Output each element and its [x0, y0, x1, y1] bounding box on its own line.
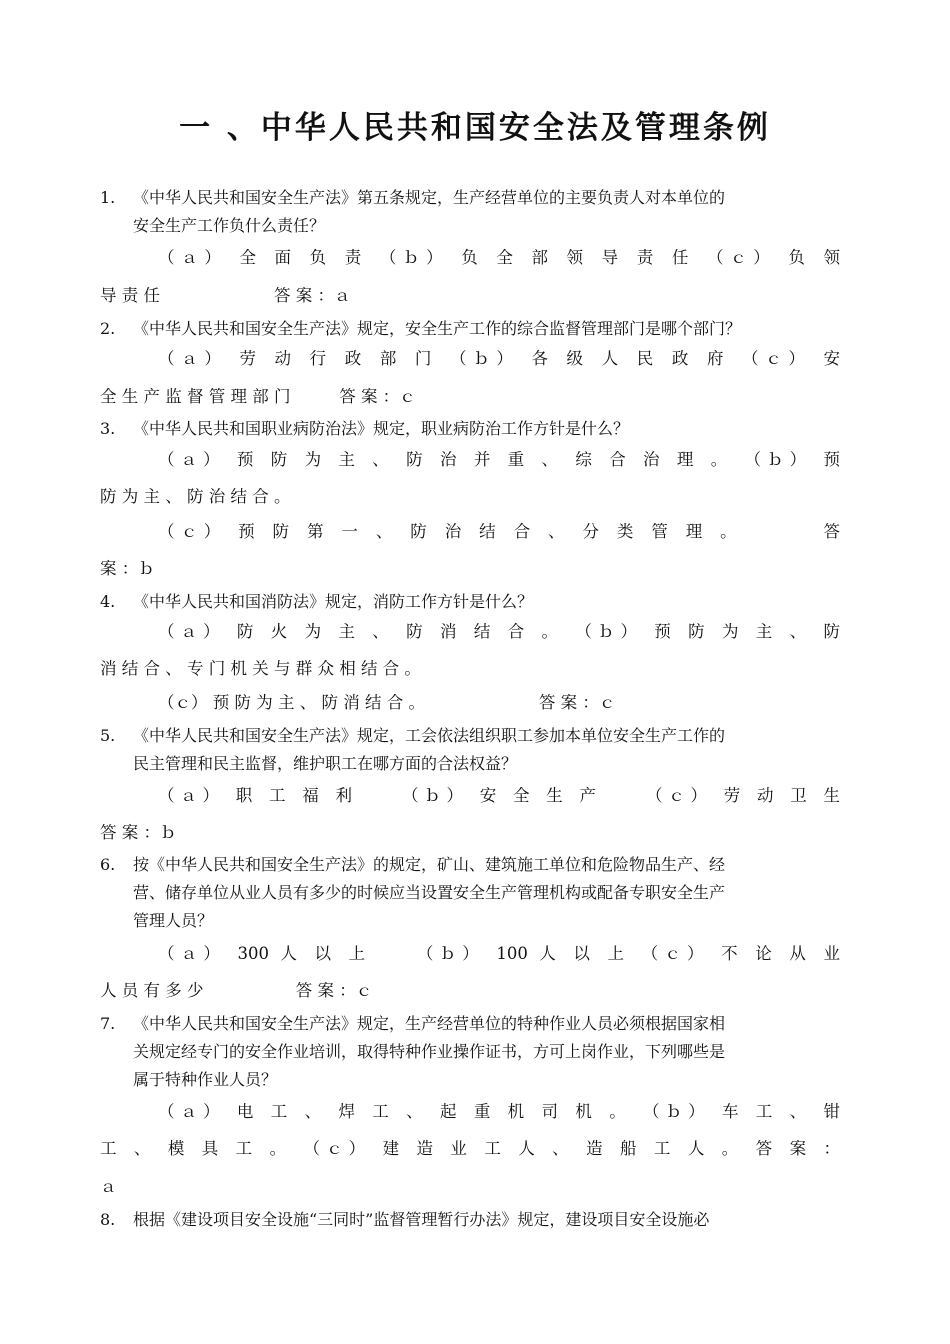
question-text: 属于特种作业人员？: [133, 1070, 278, 1089]
question-number: 2.: [100, 319, 116, 338]
question-number: 5.: [100, 726, 116, 745]
question-answer: 人 员 有 多 少 答 案 ：ｃ: [100, 981, 373, 1000]
question-answer: （ｃ） 预 防 为 主 、 防 消 结 合 。 答 案 ：ｃ: [158, 693, 616, 712]
question-options: 防 为 主 、 防 治 结 合 。: [100, 487, 291, 506]
page-title: 一 、中华人民共和国安全法及管理条例: [179, 110, 771, 146]
question-text: 《中华人民共和国安全生产法》第五条规定，生产经营单位的主要负责人对本单位的: [133, 188, 726, 207]
question-answer: 全 生 产 监 督 管 理 部 门 答 案 ：ｃ: [100, 387, 416, 406]
question-text: 根据《建设项目安全设施“三同时”监督管理暂行办法》规定，建设项目安全设施必: [133, 1210, 710, 1229]
question-text: 《中华人民共和国安全生产法》规定，工会依法组织职工参加本单位安全生产工作的: [133, 726, 726, 745]
question-number: 3.: [100, 419, 116, 438]
question-answer: 导 责 任 答 案 ：ａ: [100, 286, 351, 305]
question-options: （ｃ） 预 防 第 一 、 防 治 结 合 、 分 类 管 理 。 答: [158, 522, 840, 541]
question-text: 关规定经专门的安全作业培训，取得特种作业操作证书，方可上岗作业，下列哪些是: [133, 1042, 726, 1061]
question-options: 消 结 合 、 专 门 机 关 与 群 众 相 结 合 。: [100, 659, 421, 678]
question-options: （ａ） 全 面 负 责 （ｂ） 负 全 部 领 导 责 任 （ｃ） 负 领: [158, 248, 840, 267]
question-options: 工 、 模 具 工 。 （ｃ） 建 造 业 工 人 、 造 船 工 人 。 答 案 ：: [100, 1139, 840, 1158]
question-number: 8.: [100, 1210, 116, 1229]
question-options: （ａ） 职 工 福 利 （ｂ） 安 全 生 产 （ｃ） 劳 动 卫 生: [158, 786, 840, 805]
question-number: 1.: [100, 188, 116, 207]
question-text: 管理人员？: [133, 911, 214, 930]
question-options: （ａ） 防 火 为 主 、 防 消 结 合 。 （ｂ） 预 防 为 主 、 防: [158, 622, 840, 641]
question-options: （ａ） 劳 动 行 政 部 门 （ｂ） 各 级 人 民 政 府 （ｃ） 安: [158, 349, 840, 368]
question-number: 7.: [100, 1014, 116, 1033]
question-text: 营、储存单位从业人员有多少的时候应当设置安全生产管理机构或配备专职安全生产: [133, 883, 726, 902]
question-number: 4.: [100, 592, 116, 611]
question-text: 安全生产工作负什么责任？: [133, 216, 326, 235]
question-answer: 案 ：ｂ: [100, 559, 155, 578]
question-text: 民主管理和民主监督，维护职工在哪方面的合法权益？: [133, 754, 518, 773]
question-text: 《中华人民共和国安全生产法》规定，安全生产工作的综合监督管理部门是哪个部门？: [133, 319, 742, 338]
question-text: 《中华人民共和国安全生产法》规定，生产经营单位的特种作业人员必须根据国家相: [133, 1014, 726, 1033]
question-options: （ａ） 300 人 以 上 （ｂ） 100 人 以 上 （ｃ） 不 论 从 业: [158, 944, 840, 963]
question-number: 6.: [100, 855, 116, 874]
question-text: 《中华人民共和国消防法》规定，消防工作方针是什么？: [133, 592, 534, 611]
question-options: （ａ） 电 工 、 焊 工 、 起 重 机 司 机 。 （ｂ） 车 工 、 钳: [158, 1102, 840, 1121]
question-text: 《中华人民共和国职业病防治法》规定，职业病防治工作方针是什么？: [133, 419, 630, 438]
question-text: 按《中华人民共和国安全生产法》的规定，矿山、建筑施工单位和危险物品生产、经: [133, 855, 726, 874]
question-options: （ａ） 预 防 为 主 、 防 治 并 重 、 综 合 治 理 。 （ｂ） 预: [158, 450, 840, 469]
question-answer: 答 案 ：ｂ: [100, 823, 177, 842]
question-answer: ａ: [100, 1177, 117, 1196]
